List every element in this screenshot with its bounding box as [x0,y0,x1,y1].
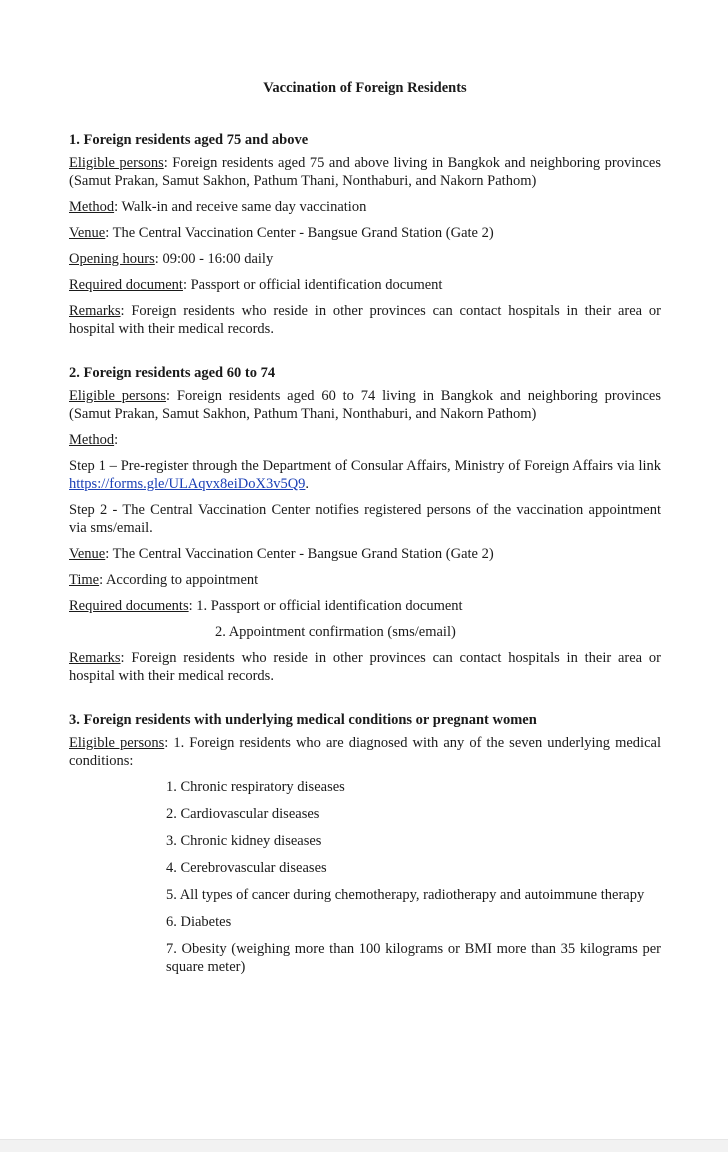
venue-label: Venue [69,546,106,562]
venue-paragraph [69,224,661,242]
list-item: 3. Chronic kidney diseases [166,833,322,849]
time-text: : According to appointment [99,572,259,588]
list-item: 6. Diabetes [166,914,232,930]
remarks-label: Remarks [69,650,121,666]
method-paragraph [69,198,661,216]
required-documents-item-1: : 1. Passport or official identification document [188,598,463,614]
venue-paragraph [69,545,661,563]
method-label: Method [69,199,115,215]
time-label: Time [69,572,100,588]
step-1-paragraph [69,457,661,493]
method-text: : [114,432,119,448]
venue-text: : The Central Vaccination Center - Bangsue Grand Station (Gate 2) [105,225,494,241]
eligible-persons-label: Eligible persons [69,155,164,171]
eligible-persons-text: : 1. Foreign residents who are diagnosed with any of the seven underlying medical conditions: [69,735,661,769]
method-text: : Walk-in and receive same day vaccination [114,199,367,215]
eligible-persons-label: Eligible persons [69,735,165,751]
required-document-text: : Passport or official identification document [182,277,443,293]
venue-label: Venue [69,225,106,241]
eligible-persons-paragraph [69,387,661,423]
section-aged-60-to-74 [69,363,661,685]
eligible-persons-text: : Foreign residents aged 60 to 74 living in Bangkok and neighboring provinces (Samut Prakan, Samut Sakhon, Pathum Thani, Nonthaburi, and Nakorn Pathom) [69,388,661,422]
step-1-end: . [305,476,310,492]
required-documents-paragraph [69,597,661,615]
list-item: 4. Cerebrovascular diseases [166,860,327,876]
required-documents-item-2: 2. Appointment confirmation (sms/email) [215,624,456,640]
remarks-paragraph [69,649,661,685]
section-aged-75-above [69,130,661,338]
opening-hours-text: : 09:00 - 16:00 daily [154,251,274,267]
venue-text: : The Central Vaccination Center - Bangsue Grand Station (Gate 2) [105,546,494,562]
remarks-text: : Foreign residents who reside in other provinces can contact hospitals in their area or hospital with their medical records. [69,303,661,337]
list-item: 5. All types of cancer during chemotherapy, radiotherapy and autoimmune therapy [166,887,645,903]
remarks-paragraph [69,302,661,338]
opening-hours-paragraph [69,250,661,268]
section-heading: 2. Foreign residents aged 60 to 74 [69,365,276,381]
opening-hours-label: Opening hours [69,251,155,267]
required-document-label: Required document [69,277,183,293]
list-item: 7. Obesity (weighing more than 100 kilograms or BMI more than 35 kilograms per square meter) [166,941,661,975]
eligible-persons-label: Eligible persons [69,388,167,404]
eligible-persons-text: : Foreign residents aged 75 and above living in Bangkok and neighboring provinces (Samut Prakan, Samut Sakhon, Pathum Thani, Nonthaburi, and Nakorn Pathom) [69,155,661,189]
list-item: 2. Cardiovascular diseases [166,806,320,822]
list-item: 1. Chronic respiratory diseases [166,779,345,795]
time-paragraph [69,571,661,589]
eligible-persons-paragraph [69,734,661,770]
step-1-text: Step 1 – Pre-register through the Department of Consular Affairs, Ministry of Foreign Affairs via link [69,458,661,474]
required-document-paragraph [69,276,661,294]
section-heading: 3. Foreign residents with underlying medical conditions or pregnant women [69,712,537,728]
remarks-label: Remarks [69,303,121,319]
required-documents-label: Required documents [69,598,189,614]
step-2-paragraph: Step 2 - The Central Vaccination Center notifies registered persons of the vaccination appointment via sms/email. [69,502,661,536]
page-bottom-edge [0,1139,728,1152]
section-heading: 1. Foreign residents aged 75 and above [69,132,309,148]
conditions-list [69,778,661,976]
remarks-text: : Foreign residents who reside in other provinces can contact hospitals in their area or hospital with their medical records. [69,650,661,684]
registration-form-link[interactable]: https://forms.gle/ULAqvx8eiDoX3v5Q9 [69,476,306,492]
section-underlying-conditions [69,710,661,976]
method-paragraph [69,431,661,449]
eligible-persons-paragraph [69,154,661,190]
document-title: Vaccination of Foreign Residents [263,80,467,96]
method-label: Method [69,432,115,448]
